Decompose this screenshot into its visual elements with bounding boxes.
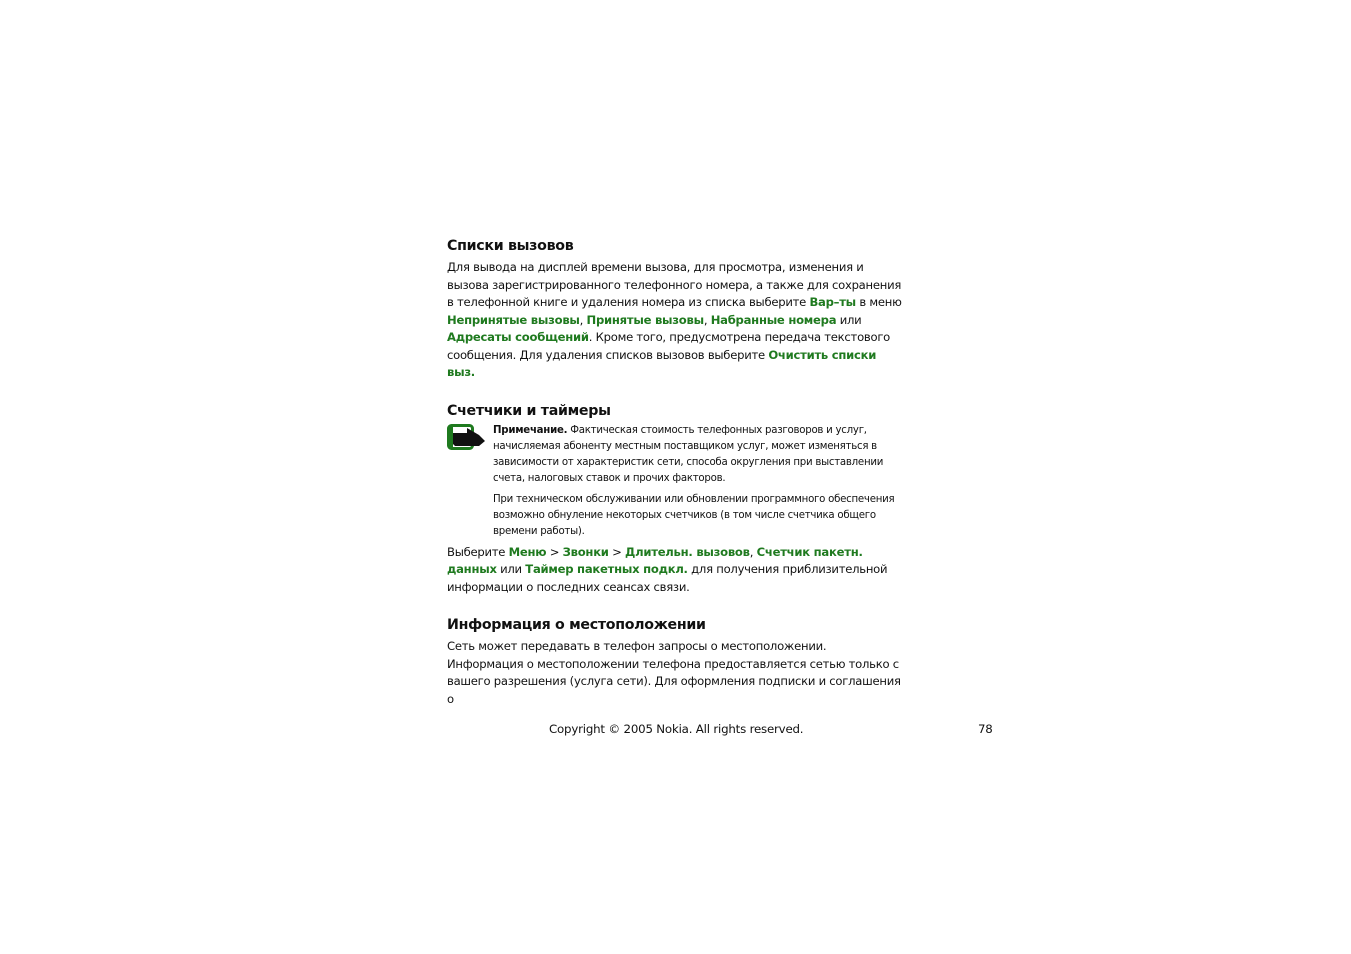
note-text: Фактическая стоимость телефонных разговоров и услуг, начисляемая абоненту местным поставщиком услуг, может изменяться в зависимости от характеристик сети, способа округления при выставлении счета, налоговых ставок и прочих факторов. <box>493 424 884 484</box>
menu-term-packet-data-counter: Счетчик пакетн. данных <box>447 544 863 576</box>
section-title-location-info: Информация о местоположении <box>447 617 706 633</box>
menu-term-missed-calls: Непринятые вызовы <box>447 312 580 327</box>
text-run: в меню <box>855 295 902 309</box>
menu-term-received-calls: Принятые вызовы <box>586 312 704 327</box>
section-title-call-logs: Списки вызовов <box>447 238 574 254</box>
menu-term-menu: Меню <box>508 544 547 559</box>
text-run: , <box>749 544 757 559</box>
page-number: 78 <box>978 722 993 736</box>
menu-term-message-recipients: Адресаты сообщений <box>447 330 589 344</box>
menu-term-options: Вар–ты <box>809 295 856 309</box>
text-run: для получения приблизительной информации о последних сеансах связи. <box>447 562 888 594</box>
menu-term-call-duration: Длительн. вызовов <box>625 544 750 559</box>
text-run: Для вывода на дисплей времени вызова, для просмотра, изменения и вызова зарегистрированного телефонного номера, а также для сохранения в телефонной книге и удаления номера из списка выберите <box>447 260 902 309</box>
text-run: . Кроме того, предусмотрена передача текстового сообщения. Для удаления списков вызовов выберите <box>447 330 891 362</box>
copyright-notice: Copyright © 2005 Nokia. All rights reserved. <box>549 722 804 736</box>
text-run: или <box>836 312 862 327</box>
menu-term-packet-connection-timer: Таймер пакетных подкл. <box>525 562 688 576</box>
text-run: , <box>579 312 587 327</box>
page-content <box>447 236 902 708</box>
menu-term-calls: Звонки <box>562 544 609 559</box>
text-run: > <box>546 544 563 559</box>
section-title-counters-timers: Счетчики и таймеры <box>447 402 611 419</box>
text-run: , <box>703 312 711 327</box>
location-paragraph: Сеть может передавать в телефон запросы о местоположении. Информация о местоположении телефона предоставляется сетью только с вашего разрешения (услуга сети). Для оформления подписки и соглашения о <box>447 639 901 706</box>
page-footer <box>0 722 1351 742</box>
menu-term-dialled-numbers: Набранные номера <box>710 312 837 327</box>
text-run: > <box>608 544 626 559</box>
text-run: Выберите <box>447 544 509 559</box>
note-box <box>447 423 902 540</box>
menu-term-delete-recent-calls: Очистить списки выз. <box>447 347 877 379</box>
counters-paragraph <box>447 544 902 597</box>
note-paragraph-2: При техническом обслуживании или обновлении программного обеспечения возможно обнуление некоторых счетчиков (в том числе счетчика общего времени работы). <box>493 493 895 537</box>
call-logs-paragraph <box>447 259 902 382</box>
text-run: или <box>496 562 526 576</box>
note-icon <box>447 424 485 452</box>
note-label: Примечание. <box>493 424 568 436</box>
note-paragraph <box>493 423 902 487</box>
